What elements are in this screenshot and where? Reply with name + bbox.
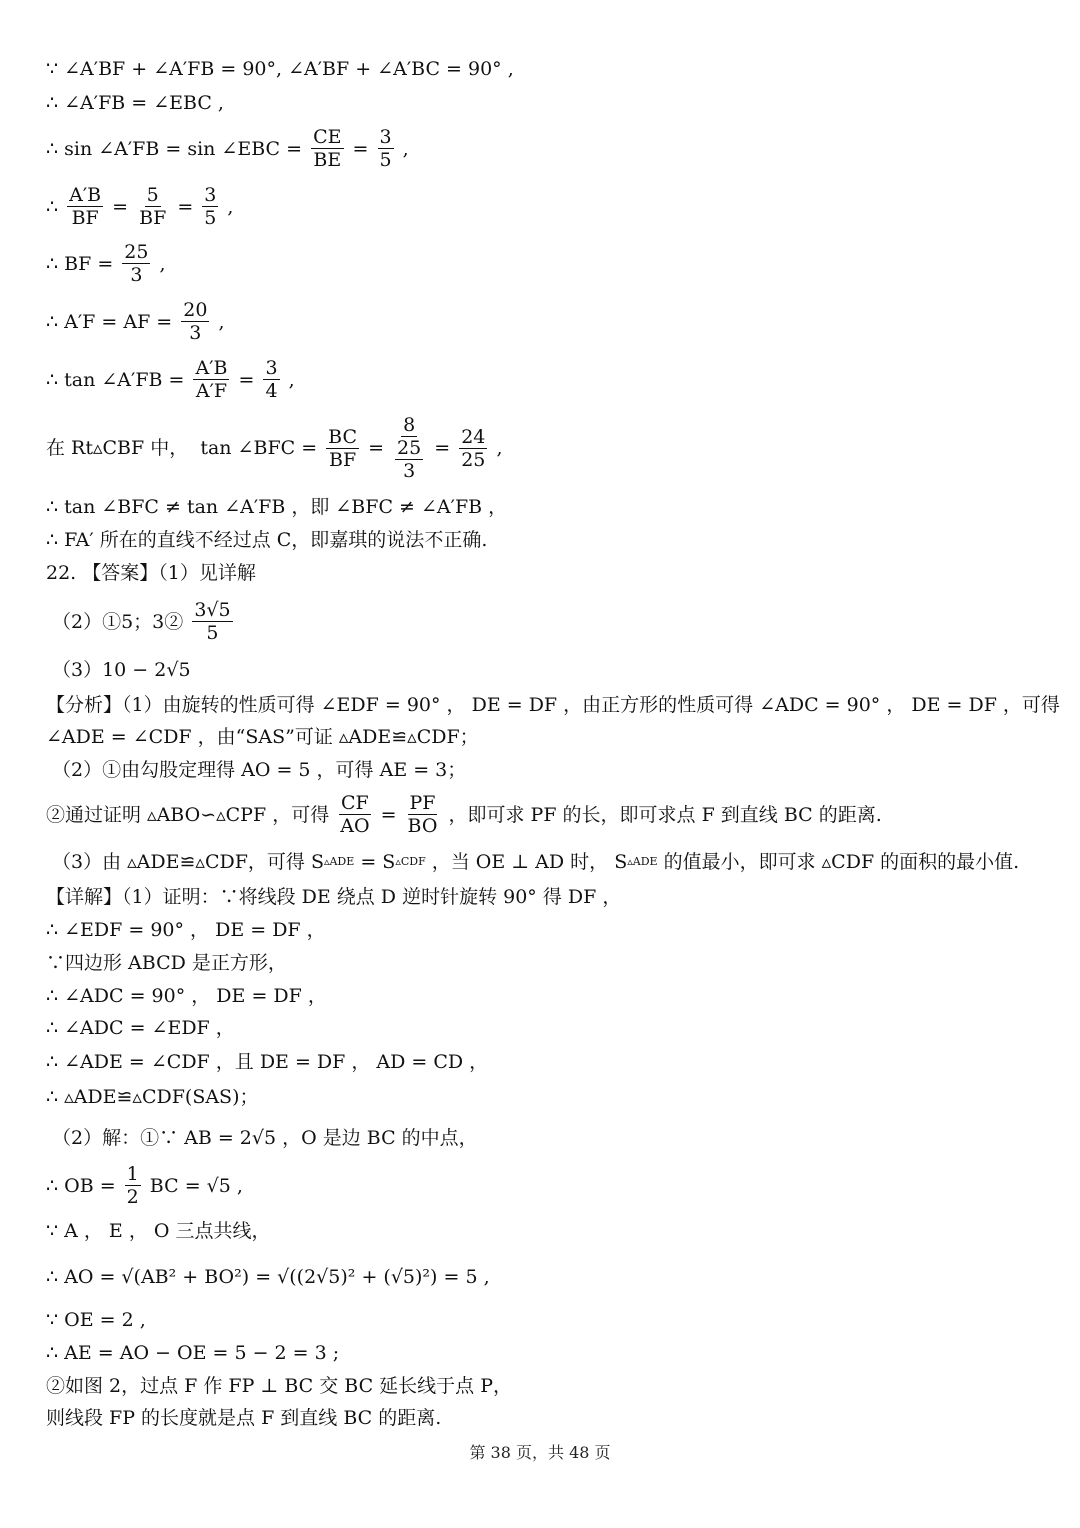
compound-fraction: $\frac{8}{\frac{25}{3}}$ <box>397 414 422 482</box>
line-28: ∵ A ， E ， O 三点共线， <box>46 1220 271 1242</box>
fraction: $\frac{25}{3}$ <box>124 241 149 286</box>
line-10: ∴ FA′ 所在的直线不经过点 C，即嘉琪的说法不正确. <box>46 529 488 551</box>
line-22: ∴ ∠ADC = 90° ， DE = DF ， <box>46 985 327 1007</box>
line-32: ②如图 2，过点 F 作 FP ⊥ BC 交 BC 延长线于点 P， <box>46 1375 512 1397</box>
fraction: $\frac{PF}{BO}$ <box>407 792 438 837</box>
line-9: ∴ tan ∠BFC ≠ tan ∠A′FB ，即 ∠BFC ≠ ∠A′FB ， <box>46 496 508 518</box>
fraction: $\frac{5}{BF}$ <box>139 184 167 229</box>
line-19: 【详解】（1）证明：∵将线段 DE 绕点 D 逆时针旋转 90° 得 DF ， <box>46 886 622 908</box>
line-21: ∵四边形 ABCD 是正方形， <box>46 952 287 974</box>
page-footer: 第 38 页，共 48 页 <box>469 1443 611 1462</box>
line-12: （2）①5；3② $\frac{3√5}{5}$ <box>52 599 231 644</box>
line-25: ∴ ▵ADE≌▵CDF(SAS)； <box>46 1086 259 1108</box>
line-13: （3）10 − 2√5 <box>52 659 191 681</box>
fraction: $\frac{20}{3}$ <box>183 299 208 344</box>
line-2: ∴ ∠A′FB = ∠EBC , <box>46 92 224 114</box>
line-4: ∴ $\frac{A'B}{BF}$ = $\frac{5}{BF}$ = $\frac{3}{5}$ , <box>46 184 234 229</box>
line-8: 在 Rt▵CBF 中， tan ∠BFC = $\frac{BC}{BF}$ = $\frac{8}{\frac{25}{3}}$ = $\frac{24}{25}$ , <box>46 414 503 482</box>
line-17: ②通过证明 ▵ABO∽▵CPF ，可得 $\frac{CF}{AO}$ = $\frac{PF}{BO}$ ，即可求 PF 的长，即可求点 F 到直线 BC 的距离. <box>46 792 882 837</box>
line-29: ∴ AO = √(AB² + BO²) = √((2√5)² + (√5)²) = 5 , <box>46 1266 490 1288</box>
line-15: ∠ADE = ∠CDF ，由“SAS”可证 ▵ADE≌▵CDF； <box>46 726 479 748</box>
line-18: （3）由 ▵ADE≌▵CDF，可得 S ▵ADE = S ▵CDF ，当 OE ⊥ AD 时， S ▵ADE 的值最小，即可求 ▵CDF 的面积的最小值. <box>52 851 1020 873</box>
line-1: ∵ ∠A′BF + ∠A′FB = 90°, ∠A′BF + ∠A′BC = 90° , <box>46 58 514 80</box>
line-31: ∴ AE = AO − OE = 5 − 2 = 3 ; <box>46 1342 340 1364</box>
line-14: 【分析】（1）由旋转的性质可得 ∠EDF = 90° ， DE = DF ，由正方形的性质可得 ∠ADC = 90° ， DE = DF ，可得 <box>46 694 1060 716</box>
fraction: $\frac{3}{4}$ <box>265 357 278 402</box>
fraction: $\frac{3}{5}$ <box>204 184 217 229</box>
line-16: （2）①由勾股定理得 AO = 5 ，可得 AE = 3； <box>52 759 467 781</box>
fraction: $\frac{BC}{BF}$ <box>328 425 358 471</box>
line-23: ∴ ∠ADC = ∠EDF ， <box>46 1017 235 1039</box>
line-30: ∵ OE = 2 , <box>46 1309 146 1331</box>
fraction: $\frac{3}{5}$ <box>379 126 392 171</box>
fraction: $\frac{3√5}{5}$ <box>194 599 231 644</box>
line-27: ∴ OB = $\frac{1}{2}$ BC = √5 , <box>46 1163 243 1208</box>
line-24: ∴ ∠ADE = ∠CDF ，且 DE = DF ， AD = CD ， <box>46 1051 489 1073</box>
line-6: ∴ A′F = AF = $\frac{20}{3}$ , <box>46 299 225 344</box>
fraction: $\frac{1}{2}$ <box>126 1163 139 1208</box>
line-20: ∴ ∠EDF = 90° ， DE = DF ， <box>46 919 326 941</box>
fraction: $\frac{A'B}{BF}$ <box>69 184 102 229</box>
fraction: $\frac{24}{25}$ <box>461 425 486 471</box>
fraction: $\frac{A'B}{A'F}$ <box>195 357 228 402</box>
fraction: $\frac{CF}{AO}$ <box>340 792 370 837</box>
line-7: ∴ tan ∠A′FB = $\frac{A'B}{A'F}$ = $\frac{3}{4}$ , <box>46 357 295 402</box>
line-5: ∴ BF = $\frac{25}{3}$ , <box>46 241 166 286</box>
line-11: 22. 【答案】（1）见详解 <box>46 562 256 584</box>
line-3: ∴ sin ∠A′FB = sin ∠EBC = $\frac{CE}{BE}$ = $\frac{3}{5}$ , <box>46 126 409 171</box>
fraction: $\frac{25}{3}$ <box>397 437 422 482</box>
line-33: 则线段 FP 的长度就是点 F 到直线 BC 的距离. <box>46 1407 442 1429</box>
line-26: （2）解：①∵ AB = 2√5 ，O 是边 BC 的中点， <box>52 1127 478 1149</box>
fraction: $\frac{CE}{BE}$ <box>313 126 342 171</box>
